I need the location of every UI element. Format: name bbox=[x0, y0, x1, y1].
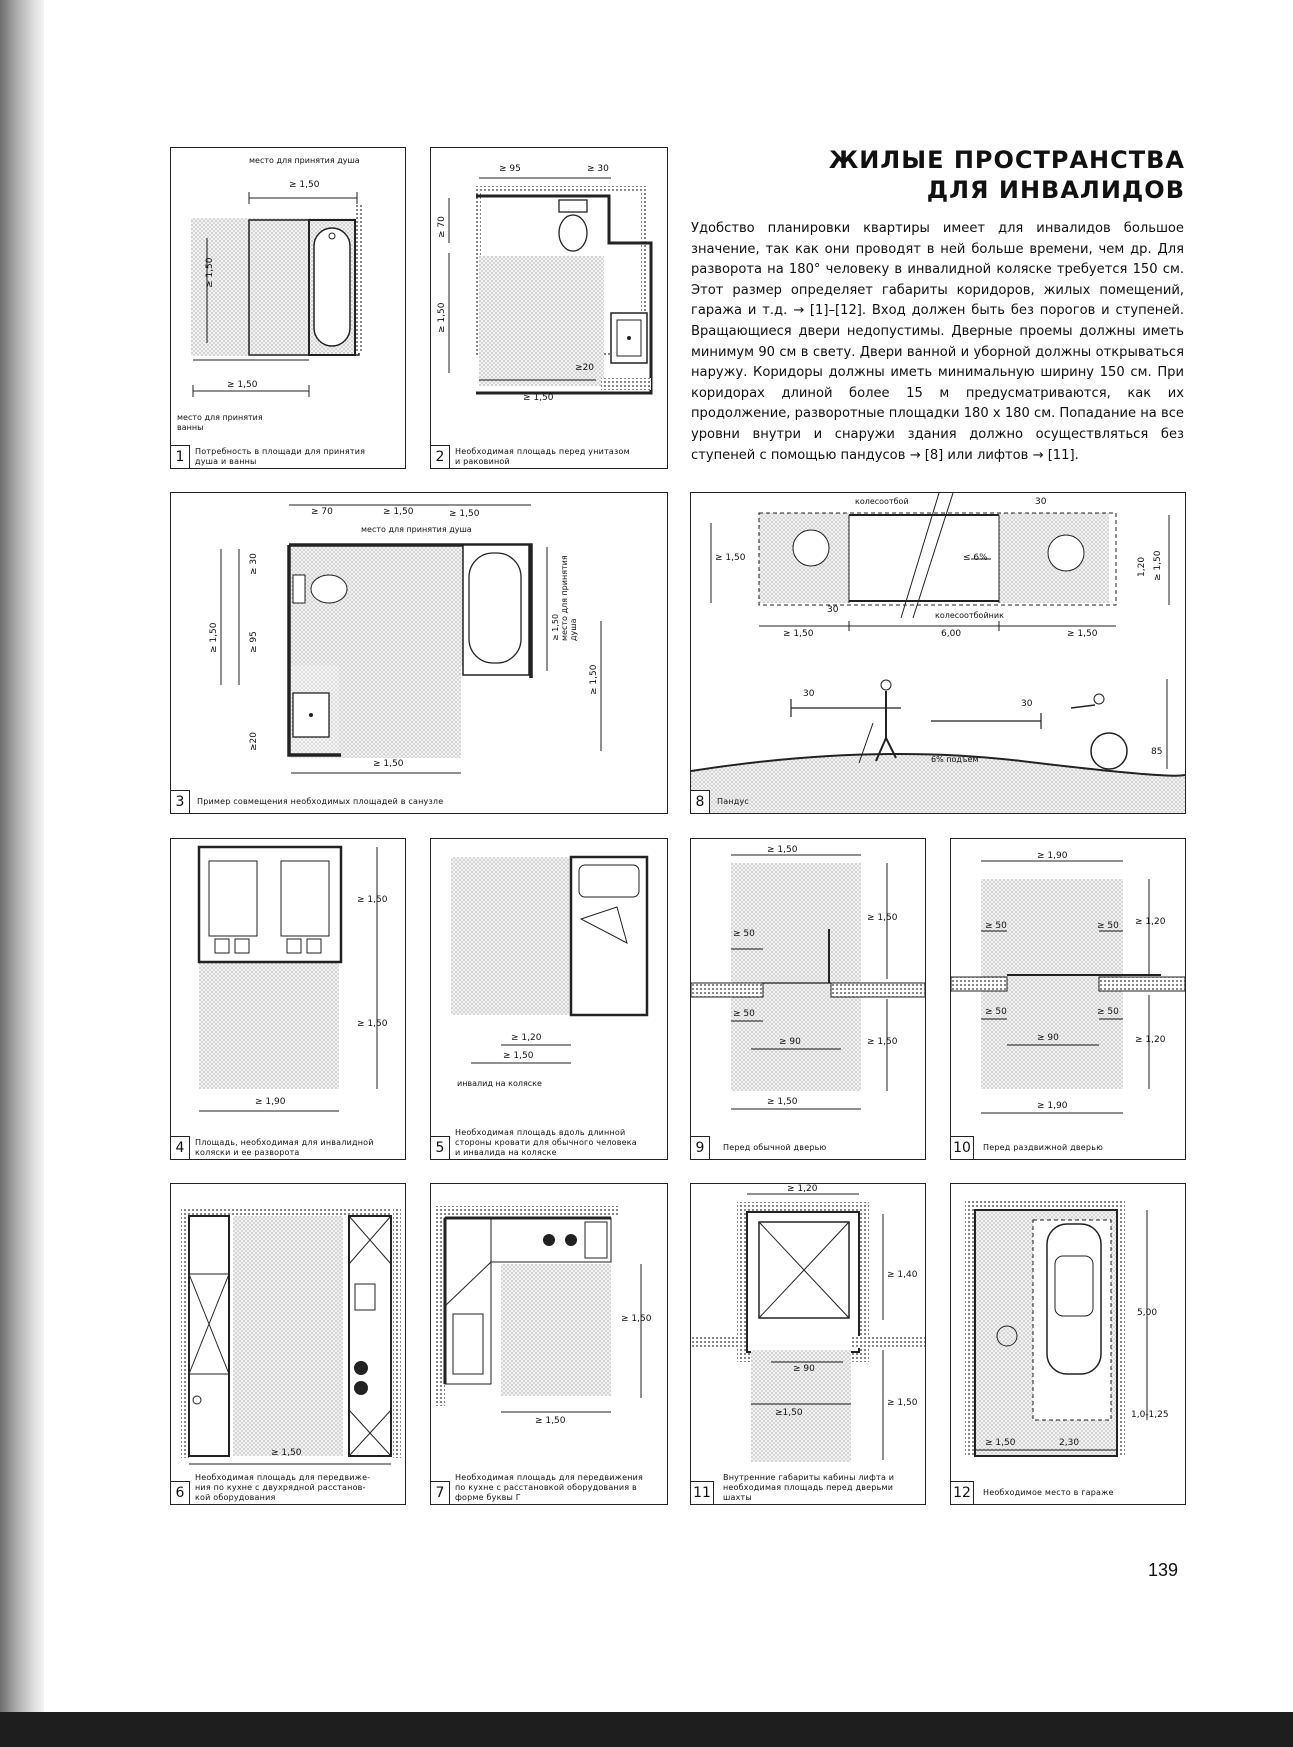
figure-5-drawing bbox=[431, 839, 667, 1159]
f3-vertical-label bbox=[551, 555, 578, 641]
f3-shower-label: место для принятия душа bbox=[361, 525, 472, 534]
f5-number: 5 bbox=[431, 1136, 450, 1159]
f10-number: 10 bbox=[951, 1136, 974, 1159]
f5-dim-150: ≥ 1,50 bbox=[503, 1051, 534, 1061]
f11-dim-150-b: ≥ 1,50 bbox=[887, 1398, 918, 1408]
f8-dim-150-a: ≥ 1,50 bbox=[783, 629, 814, 639]
figure-9 bbox=[690, 838, 926, 1160]
f1-bottom-label-1: место для принятия bbox=[177, 413, 263, 422]
figure-7 bbox=[430, 1183, 668, 1505]
f11-dim-90: ≥ 90 bbox=[793, 1364, 815, 1374]
f4-caption bbox=[195, 1138, 374, 1158]
f3-dim-30: ≥ 30 bbox=[249, 553, 259, 575]
figure-12-drawing bbox=[951, 1184, 1185, 1504]
f5-caption-2: стороны кровати для обычного человека bbox=[455, 1138, 637, 1147]
f10-dim-120-b: ≥ 1,20 bbox=[1135, 1035, 1166, 1045]
f8-caption: Пандус bbox=[717, 797, 750, 806]
figure-9-drawing bbox=[691, 839, 925, 1159]
f8-slope: ≤ 6% bbox=[963, 553, 988, 563]
f5-dim-120: ≥ 1,20 bbox=[511, 1033, 542, 1043]
f7-dim-150-bottom: ≥ 1,50 bbox=[535, 1416, 566, 1426]
f3-vertical-label-3: душа bbox=[569, 618, 578, 641]
f1-bottom-label bbox=[177, 413, 263, 433]
figure-3 bbox=[170, 492, 668, 814]
f11-caption bbox=[723, 1473, 894, 1503]
f8-dim-30-a: 30 bbox=[1035, 497, 1047, 507]
f1-dim-top: ≥ 1,50 bbox=[289, 180, 320, 190]
f10-dim-190-top: ≥ 1,90 bbox=[1037, 851, 1068, 861]
f11-caption-1: Внутренние габариты кабины лифта и bbox=[723, 1473, 895, 1482]
f3-dim-150-right: ≥ 1,50 bbox=[589, 664, 599, 695]
figure-4 bbox=[170, 838, 406, 1160]
f8-dim-85: 85 bbox=[1151, 747, 1163, 757]
f8-bumper2-label: колесоотбойник bbox=[935, 611, 1004, 620]
f8-number: 8 bbox=[691, 790, 710, 813]
f12-number: 12 bbox=[951, 1481, 974, 1504]
f4-dim-190: ≥ 1,90 bbox=[255, 1097, 286, 1107]
f10-dim-50-a: ≥ 50 bbox=[985, 921, 1007, 931]
f2-number: 2 bbox=[431, 445, 450, 468]
f6-number: 6 bbox=[171, 1481, 190, 1504]
f9-dim-50-a: ≥ 50 bbox=[733, 929, 755, 939]
f3-vertical-label-2: место для принятия bbox=[560, 555, 569, 641]
figure-1 bbox=[170, 147, 406, 469]
figure-10 bbox=[950, 838, 1186, 1160]
f9-dim-150-bottom: ≥ 1,50 bbox=[767, 1097, 798, 1107]
f10-dim-190-bottom: ≥ 1,90 bbox=[1037, 1101, 1068, 1111]
f7-caption bbox=[455, 1473, 643, 1503]
f2-caption-2: и раковиной bbox=[455, 457, 510, 466]
figure-5 bbox=[430, 838, 668, 1160]
f1-caption-2: душа и ванны bbox=[195, 457, 257, 466]
book-gutter-shadow bbox=[0, 0, 44, 1747]
f2-caption-1: Необходимая площадь перед унитазом bbox=[455, 447, 630, 456]
f11-dim-120: ≥ 1,20 bbox=[787, 1184, 818, 1194]
page-number: 139 bbox=[1148, 1560, 1179, 1580]
f5-caption-3: и инвалида на коляске bbox=[455, 1148, 557, 1157]
f9-dim-150-right-2: ≥ 1,50 bbox=[867, 1037, 898, 1047]
f1-dim-side: ≥ 1,50 bbox=[205, 257, 215, 288]
f11-caption-2: необходимая площадь перед дверьми bbox=[723, 1483, 894, 1492]
figure-8-drawing bbox=[691, 493, 1185, 813]
f7-number: 7 bbox=[431, 1481, 450, 1504]
figure-2 bbox=[430, 147, 668, 469]
f4-caption-1: Площадь, необходимая для инвалидной bbox=[195, 1138, 374, 1147]
f8-dim-150-c: ≥ 1,50 bbox=[1067, 629, 1098, 639]
f12-caption: Необходимое место в гараже bbox=[983, 1488, 1114, 1497]
f11-caption-3: шахты bbox=[723, 1493, 752, 1502]
f9-dim-150-top: ≥ 1,50 bbox=[767, 845, 798, 855]
f1-top-label: место для принятия душа bbox=[249, 156, 360, 165]
f10-dim-90: ≥ 90 bbox=[1037, 1033, 1059, 1043]
f7-caption-1: Необходимая площадь для передвижения bbox=[455, 1473, 644, 1482]
f1-caption-1: Потребность в площади для принятия bbox=[195, 447, 366, 456]
figure-12 bbox=[950, 1183, 1186, 1505]
f8-bumper-label: колесоотбой bbox=[855, 497, 909, 506]
figure-6 bbox=[170, 1183, 406, 1505]
figure-10-drawing bbox=[951, 839, 1185, 1159]
f4-number: 4 bbox=[171, 1136, 190, 1159]
f10-dim-50-d: ≥ 50 bbox=[1097, 1007, 1119, 1017]
f3-dim-150-left: ≥ 1,50 bbox=[209, 622, 219, 653]
f6-dim-150: ≥ 1,50 bbox=[271, 1448, 302, 1458]
f1-number: 1 bbox=[171, 445, 190, 468]
f10-dim-50-b: ≥ 50 bbox=[1097, 921, 1119, 931]
f9-number: 9 bbox=[691, 1136, 710, 1159]
f11-dim-150-a: ≥1,50 bbox=[775, 1408, 803, 1418]
f3-dim-150-b: ≥ 1,50 bbox=[449, 509, 480, 519]
f3-vertical-label-1: ≥ 1,50 bbox=[551, 613, 560, 641]
f5-caption-1: Необходимая площадь вдоль длинной bbox=[455, 1128, 626, 1137]
f8-dim-150-vertical: ≥ 1,50 bbox=[1153, 550, 1163, 581]
f6-caption-1: Необходимая площадь для передвиже- bbox=[195, 1473, 371, 1482]
f1-bottom-label-2: ванны bbox=[177, 423, 204, 432]
f8-dim-150-left: ≥ 1,50 bbox=[715, 553, 746, 563]
figure-11-drawing bbox=[691, 1184, 925, 1504]
f6-caption bbox=[195, 1473, 370, 1503]
f8-dim-600: 6,00 bbox=[941, 629, 962, 639]
f2-dim-150-side: ≥ 1,50 bbox=[437, 302, 447, 333]
page-title-line-2: ДЛЯ ИНВАЛИДОВ bbox=[926, 176, 1185, 204]
f9-caption: Перед обычной дверью bbox=[723, 1143, 827, 1152]
f4-dim-150-b: ≥ 1,50 bbox=[357, 1019, 388, 1029]
page-title-line-1: ЖИЛЫЕ ПРОСТРАНСТВА bbox=[828, 146, 1185, 174]
f5-caption bbox=[455, 1128, 637, 1158]
f12-dim-150: ≥ 1,50 bbox=[985, 1438, 1016, 1448]
f12-dim-230: 2,30 bbox=[1059, 1438, 1080, 1448]
f1-dim-bottom: ≥ 1,50 bbox=[227, 380, 258, 390]
f7-dim-150-right: ≥ 1,50 bbox=[621, 1314, 652, 1324]
f7-caption-3: форме буквы Г bbox=[455, 1493, 521, 1502]
body-paragraph: Удобство планировки квартиры имеет для инвалидов большое значение, так как они проводят в ней больше времени, чем др. Для разворота на 180° человеку в инвалидной коляске требуется 150 см. Этот размер определяет габариты коридоров, жилых помещений, гаража и т.д. → [1]–[12]. Вход должен быть без порогов и ступеней. Вращающиеся двери недопустимы. Дверные проемы должны иметь минимум 90 см в свету. Двери ванной и уборной должны открываться наружу. Коридоры должны иметь минимальную ширину 150 см. При коридорах длиной более 15 м предусматриваются, как их продолжение, разворотные площадки 180 x 180 см. Попадание на все уровни внутри и снаружи здания должно осуществляться без ступеней с помощью пандусов → [8] или лифтов → [11]. bbox=[691, 221, 1184, 463]
f3-dim-95: ≥ 95 bbox=[249, 631, 259, 653]
f12-dim-500: 5,00 bbox=[1137, 1308, 1158, 1318]
f3-dim-20: ≥20 bbox=[249, 732, 259, 751]
f1-caption bbox=[195, 447, 365, 467]
f3-dim-150-a: ≥ 1,50 bbox=[383, 507, 414, 517]
f2-dim-95: ≥ 95 bbox=[499, 164, 521, 174]
f10-dim-120-a: ≥ 1,20 bbox=[1135, 917, 1166, 927]
f8-dim-30-c: 30 bbox=[803, 689, 815, 699]
f2-dim-20: ≥20 bbox=[575, 363, 594, 373]
f8-dim-120: 1,20 bbox=[1137, 556, 1147, 577]
f8-dim-30-b: 30 bbox=[827, 605, 839, 615]
figure-2-drawing bbox=[431, 148, 667, 468]
scan-bottom-edge bbox=[0, 1712, 1293, 1747]
f9-dim-150-right: ≥ 1,50 bbox=[867, 913, 898, 923]
f9-dim-50-b: ≥ 50 bbox=[733, 1009, 755, 1019]
f6-caption-2: ния по кухне с двухрядной расстанов- bbox=[195, 1483, 366, 1492]
f7-caption-2: по кухне с расстановкой оборудования в bbox=[455, 1483, 637, 1492]
page-title bbox=[765, 145, 1185, 205]
f3-dim-150-bottom: ≥ 1,50 bbox=[373, 759, 404, 769]
f3-number: 3 bbox=[171, 790, 190, 813]
f4-dim-150-a: ≥ 1,50 bbox=[357, 895, 388, 905]
figure-7-drawing bbox=[431, 1184, 667, 1504]
f11-dim-140: ≥ 1,40 bbox=[887, 1270, 918, 1280]
f2-dim-150-bottom: ≥ 1,50 bbox=[523, 393, 554, 403]
figure-8 bbox=[690, 492, 1186, 814]
f3-caption: Пример совмещения необходимых площадей в санузле bbox=[197, 797, 444, 806]
f6-caption-3: кой оборудования bbox=[195, 1493, 276, 1502]
f12-dim-1-125: 1,0-1,25 bbox=[1131, 1410, 1169, 1420]
figure-4-drawing bbox=[171, 839, 405, 1159]
f8-rise-label: 6% подъем bbox=[931, 755, 979, 764]
f10-dim-50-c: ≥ 50 bbox=[985, 1007, 1007, 1017]
f5-wheelchair-label: инвалид на коляске bbox=[457, 1079, 542, 1088]
figure-11 bbox=[690, 1183, 926, 1505]
f11-number: 11 bbox=[691, 1481, 714, 1504]
f10-caption: Перед раздвижной дверью bbox=[983, 1143, 1104, 1152]
f3-dim-70: ≥ 70 bbox=[311, 507, 333, 517]
figure-3-drawing bbox=[171, 493, 667, 813]
f9-dim-90: ≥ 90 bbox=[779, 1037, 801, 1047]
f4-caption-2: коляски и ее разворота bbox=[195, 1148, 300, 1157]
f2-dim-30: ≥ 30 bbox=[587, 164, 609, 174]
f2-caption bbox=[455, 447, 630, 467]
f2-dim-70: ≥ 70 bbox=[437, 216, 447, 238]
f8-dim-30-d: 30 bbox=[1021, 699, 1033, 709]
